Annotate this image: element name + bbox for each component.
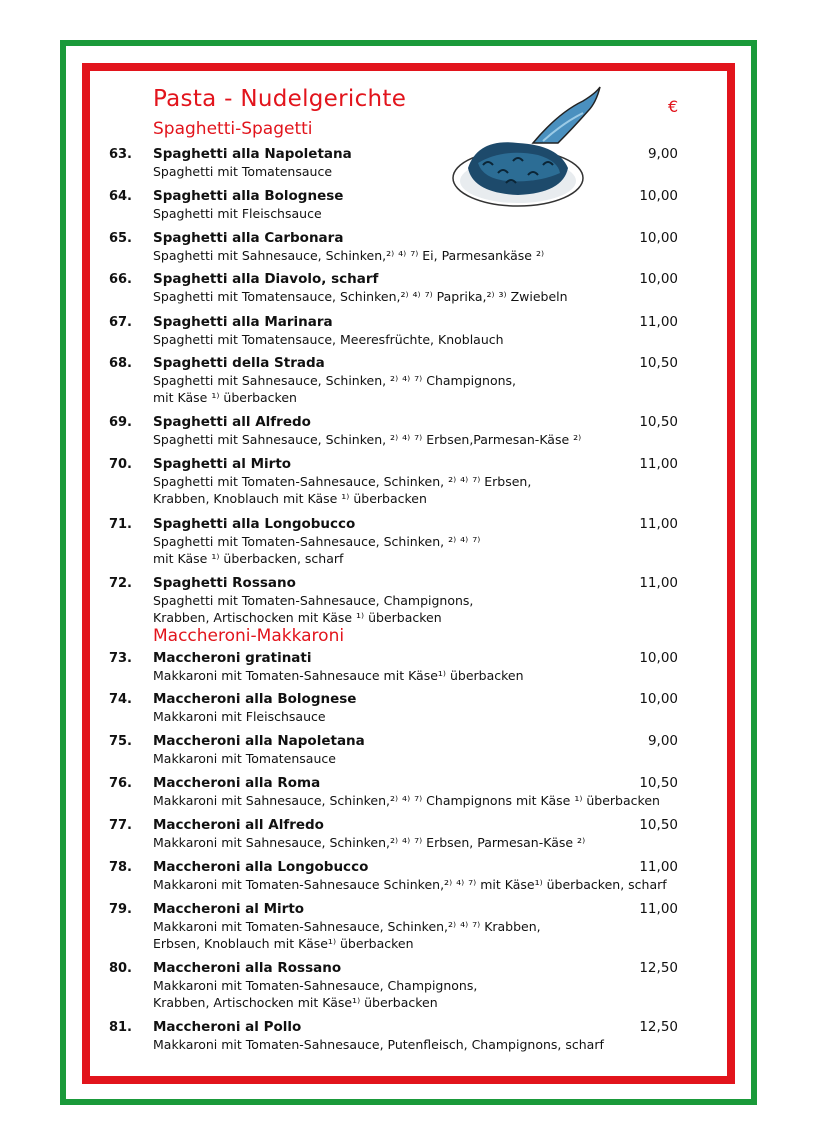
item-number: 81. — [108, 1020, 132, 1035]
item-description-line: Spaghetti mit Tomaten-Sahnesauce, Schinken, ²⁾ ⁴⁾ ⁷⁾ Erbsen, — [153, 474, 532, 489]
section-heading-maccheroni: Maccheroni-Makkaroni — [153, 626, 345, 646]
item-number: 78. — [108, 860, 132, 875]
item-number: 76. — [108, 776, 132, 791]
menu-item — [0, 1019, 816, 1079]
item-description-line: Makkaroni mit Tomaten-Sahnesauce, Champignons, — [153, 978, 478, 993]
item-number: 68. — [108, 356, 132, 371]
menu-item — [0, 960, 816, 1020]
item-name: Spaghetti Rossano — [153, 575, 296, 591]
item-description — [153, 473, 531, 507]
item-number: 77. — [108, 818, 132, 833]
item-name: Spaghetti al Mirto — [153, 456, 292, 472]
item-description-line: Krabben, Artischocken mit Käse¹⁾ überbacken — [153, 995, 438, 1010]
item-description-line: Makkaroni mit Sahnesauce, Schinken,²⁾ ⁴⁾ ⁷⁾ Erbsen, Parmesan-Käse ²⁾ — [153, 835, 586, 850]
item-description — [153, 592, 473, 626]
item-price: 9,00 — [647, 733, 678, 749]
item-price: 11,00 — [639, 859, 678, 875]
item-price: 11,00 — [639, 456, 678, 472]
item-name: Maccheroni all Alfredo — [153, 817, 324, 833]
item-number: 66. — [108, 272, 132, 287]
item-price: 10,00 — [639, 691, 678, 707]
item-name: Maccheroni al Pollo — [153, 1019, 302, 1035]
item-name: Spaghetti all Alfredo — [153, 414, 311, 430]
item-description-line: Makkaroni mit Tomaten-Sahnesauce Schinken,²⁾ ⁴⁾ ⁷⁾ mit Käse¹⁾ überbacken, scharf — [153, 877, 667, 892]
item-name: Maccheroni alla Roma — [153, 775, 321, 791]
item-name: Maccheroni al Mirto — [153, 901, 305, 917]
item-description-line: mit Käse ¹⁾ überbacken, scharf — [153, 551, 344, 566]
item-description-line: Spaghetti mit Sahnesauce, Schinken, ²⁾ ⁴⁾ ⁷⁾ Erbsen,Parmesan-Käse ²⁾ — [153, 432, 582, 447]
item-description — [153, 163, 332, 180]
item-name: Spaghetti alla Diavolo, scharf — [153, 271, 379, 287]
item-description-line: Spaghetti mit Tomatensauce — [153, 164, 333, 179]
item-description-line: Makkaroni mit Tomaten-Sahnesauce, Putenfleisch, Champignons, scharf — [153, 1037, 604, 1052]
item-description — [153, 876, 667, 893]
item-price: 11,00 — [639, 575, 678, 591]
menu-item — [0, 575, 816, 635]
item-name: Maccheroni gratinati — [153, 650, 312, 666]
item-number: 64. — [108, 189, 132, 204]
item-description — [153, 667, 524, 684]
item-description-line: Krabben, Knoblauch mit Käse ¹⁾ überbacken — [153, 491, 427, 506]
item-description — [153, 750, 336, 767]
item-description-line: Makkaroni mit Tomatensauce — [153, 751, 336, 766]
section-heading-spaghetti: Spaghetti-Spagetti — [153, 119, 313, 139]
item-description — [153, 834, 585, 851]
item-number: 80. — [108, 961, 132, 976]
item-number: 73. — [108, 651, 132, 666]
menu-item — [0, 516, 816, 576]
item-name: Maccheroni alla Rossano — [153, 960, 342, 976]
item-description-line: Spaghetti mit Tomatensauce, Schinken,²⁾ ⁴⁾ ⁷⁾ Paprika,²⁾ ³⁾ Zwiebeln — [153, 289, 568, 304]
item-price: 10,00 — [639, 188, 678, 204]
item-price: 10,50 — [639, 414, 678, 430]
item-description — [153, 431, 581, 448]
page-title: Pasta - Nudelgerichte — [153, 86, 407, 112]
item-description-line: Makkaroni mit Tomaten-Sahnesauce, Schinken,²⁾ ⁴⁾ ⁷⁾ Krabben, — [153, 919, 541, 934]
item-description — [153, 1036, 604, 1053]
item-description — [153, 288, 568, 305]
item-description — [153, 331, 504, 348]
item-price: 10,50 — [639, 355, 678, 371]
item-description — [153, 708, 326, 725]
item-description-line: Makkaroni mit Sahnesauce, Schinken,²⁾ ⁴⁾ ⁷⁾ Champignons mit Käse ¹⁾ überbacken — [153, 793, 660, 808]
item-price: 11,00 — [639, 314, 678, 330]
item-number: 69. — [108, 415, 132, 430]
item-price: 9,00 — [647, 146, 678, 162]
item-description-line: mit Käse ¹⁾ überbacken — [153, 390, 297, 405]
item-price: 11,00 — [639, 901, 678, 917]
item-description-line: Spaghetti mit Sahnesauce, Schinken,²⁾ ⁴⁾ ⁷⁾ Ei, Parmesankäse ²⁾ — [153, 248, 545, 263]
item-description — [153, 205, 322, 222]
menu-item — [0, 901, 816, 961]
menu-item — [0, 355, 816, 415]
item-description — [153, 918, 541, 952]
menu-item — [0, 456, 816, 516]
item-number: 79. — [108, 902, 132, 917]
item-name: Maccheroni alla Bolognese — [153, 691, 357, 707]
item-description-line: Makkaroni mit Tomaten-Sahnesauce mit Käse¹⁾ überbacken — [153, 668, 524, 683]
item-name: Maccheroni alla Napoletana — [153, 733, 365, 749]
item-number: 70. — [108, 457, 132, 472]
item-name: Maccheroni alla Longobucco — [153, 859, 369, 875]
item-number: 74. — [108, 692, 132, 707]
currency-label: € — [668, 97, 679, 116]
item-description-line: Spaghetti mit Fleischsauce — [153, 206, 322, 221]
item-price: 11,00 — [639, 516, 678, 532]
item-name: Spaghetti alla Carbonara — [153, 230, 344, 246]
item-name: Spaghetti alla Bolognese — [153, 188, 344, 204]
item-number: 67. — [108, 315, 132, 330]
item-description — [153, 372, 516, 406]
item-price: 10,00 — [639, 230, 678, 246]
item-price: 10,00 — [639, 271, 678, 287]
item-description-line: Krabben, Artischocken mit Käse ¹⁾ überbacken — [153, 610, 442, 625]
item-description-line: Spaghetti mit Tomaten-Sahnesauce, Champignons, — [153, 593, 474, 608]
item-price: 10,50 — [639, 775, 678, 791]
item-description — [153, 977, 477, 1011]
item-description — [153, 792, 660, 809]
item-price: 10,50 — [639, 817, 678, 833]
item-name: Spaghetti alla Longobucco — [153, 516, 356, 532]
item-number: 75. — [108, 734, 132, 749]
item-price: 12,50 — [639, 960, 678, 976]
item-name: Spaghetti alla Napoletana — [153, 146, 352, 162]
item-description-line: Spaghetti mit Tomatensauce, Meeresfrüchte, Knoblauch — [153, 332, 504, 347]
item-name: Spaghetti alla Marinara — [153, 314, 333, 330]
item-description — [153, 533, 480, 567]
item-description-line: Spaghetti mit Sahnesauce, Schinken, ²⁾ ⁴⁾ ⁷⁾ Champignons, — [153, 373, 517, 388]
item-number: 65. — [108, 231, 132, 246]
item-description — [153, 247, 544, 264]
item-number: 63. — [108, 147, 132, 162]
item-number: 71. — [108, 517, 132, 532]
item-description-line: Makkaroni mit Fleischsauce — [153, 709, 326, 724]
item-price: 12,50 — [639, 1019, 678, 1035]
item-price: 10,00 — [639, 650, 678, 666]
item-name: Spaghetti della Strada — [153, 355, 325, 371]
item-description-line: Erbsen, Knoblauch mit Käse¹⁾ überbacken — [153, 936, 414, 951]
item-number: 72. — [108, 576, 132, 591]
item-description-line: Spaghetti mit Tomaten-Sahnesauce, Schinken, ²⁾ ⁴⁾ ⁷⁾ — [153, 534, 481, 549]
